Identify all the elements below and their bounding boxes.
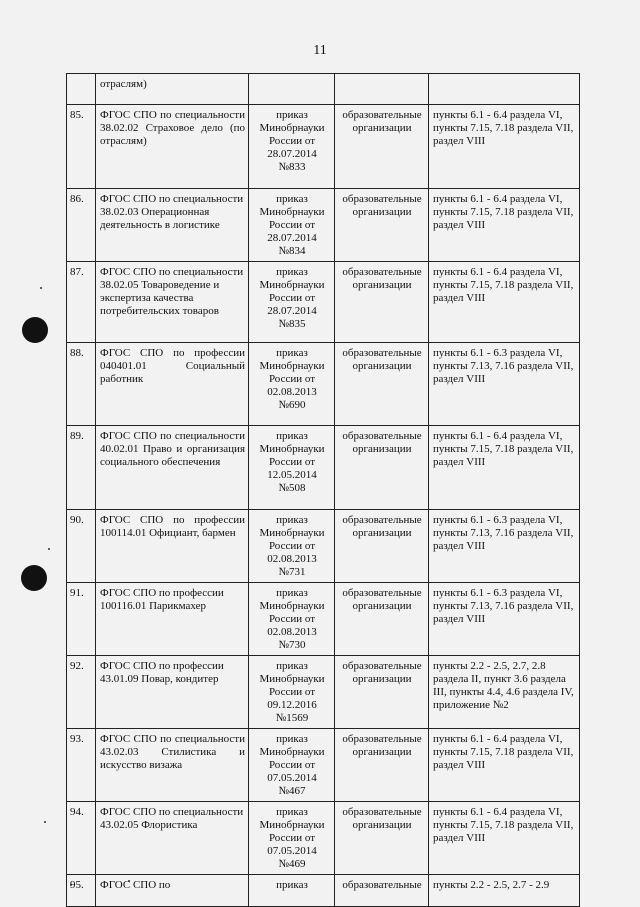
table-row	[67, 105, 580, 189]
standard-name: ФГОС СПО по специальности 43.02.05 Флористика	[96, 802, 249, 875]
standard-name: ФГОС СПО по профессии 43.01.09 Повар, кондитер	[96, 656, 249, 729]
requirements: пункты 6.1 - 6.4 раздела VI, пункты 7.15, 7.18 раздела VII, раздел VIII	[429, 729, 580, 802]
subject: образовательные организации	[335, 583, 429, 656]
subject: образовательные организации	[335, 105, 429, 189]
table-row	[67, 802, 580, 875]
requirements: пункты 6.1 - 6.3 раздела VI, пункты 7.13, 7.16 раздела VII, раздел VIII	[429, 343, 580, 426]
order-details: приказ Минобрнауки России от 28.07.2014 №833	[249, 105, 335, 189]
requirements: пункты 6.1 - 6.4 раздела VI, пункты 7.15, 7.18 раздела VII, раздел VIII	[429, 426, 580, 510]
order-details: приказ	[249, 875, 335, 907]
standard-name: ФГОС СПО по специальности 38.02.05 Товароведение и экспертиза качества потребительских товаров	[96, 262, 249, 343]
scan-speck	[44, 821, 46, 823]
row-number: 87.	[67, 262, 96, 343]
subject: образовательные	[335, 875, 429, 907]
table-row	[67, 426, 580, 510]
subject: образовательные организации	[335, 656, 429, 729]
subject: образовательные организации	[335, 343, 429, 426]
subject	[335, 74, 429, 105]
row-number: 89.	[67, 426, 96, 510]
row-number: 94.	[67, 802, 96, 875]
standard-name: отраслям)	[96, 74, 249, 105]
subject: образовательные организации	[335, 189, 429, 262]
order-details: приказ Минобрнауки России от 02.08.2013 №731	[249, 510, 335, 583]
document-table	[66, 73, 580, 907]
order-details: приказ Минобрнауки России от 02.08.2013 №690	[249, 343, 335, 426]
row-number: 85.	[67, 105, 96, 189]
standard-name: ФГОС СПО по специальности 40.02.01 Право и организация социального обеспечения	[96, 426, 249, 510]
requirements: пункты 6.1 - 6.4 раздела VI, пункты 7.15, 7.18 раздела VII, раздел VIII	[429, 262, 580, 343]
table-row	[67, 656, 580, 729]
table-row	[67, 262, 580, 343]
requirements: пункты 6.1 - 6.4 раздела VI, пункты 7.15, 7.18 раздела VII, раздел VIII	[429, 802, 580, 875]
order-details: приказ Минобрнауки России от 02.08.2013 №730	[249, 583, 335, 656]
table-row	[67, 189, 580, 262]
row-number: 86.	[67, 189, 96, 262]
subject: образовательные организации	[335, 729, 429, 802]
requirements: пункты 6.1 - 6.4 раздела VI, пункты 7.15, 7.18 раздела VII, раздел VIII	[429, 105, 580, 189]
hole-punch-mark-bottom	[21, 565, 47, 591]
table-body	[67, 74, 580, 907]
table-row	[67, 729, 580, 802]
row-number: 90.	[67, 510, 96, 583]
row-number: 93.	[67, 729, 96, 802]
standard-name: ФГОС СПО по профессии 040401.01 Социальный работник	[96, 343, 249, 426]
order-details: приказ Минобрнауки России от 07.05.2014 №469	[249, 802, 335, 875]
scan-speck	[48, 548, 50, 550]
requirements: пункты 6.1 - 6.3 раздела VI, пункты 7.13, 7.16 раздела VII, раздел VIII	[429, 583, 580, 656]
requirements: пункты 6.1 - 6.3 раздела VI, пункты 7.13, 7.16 раздела VII, раздел VIII	[429, 510, 580, 583]
order-details: приказ Минобрнауки России от 12.05.2014 №508	[249, 426, 335, 510]
subject: образовательные организации	[335, 262, 429, 343]
standard-name: ФГОС СПО по специальности 38.02.02 Страховое дело (по отраслям)	[96, 105, 249, 189]
subject: образовательные организации	[335, 510, 429, 583]
hole-punch-mark-top	[22, 317, 48, 343]
row-number: 92.	[67, 656, 96, 729]
order-details: приказ Минобрнауки России от 28.07.2014 №835	[249, 262, 335, 343]
standard-name: ФГОС СПО по	[96, 875, 249, 907]
table-row	[67, 343, 580, 426]
order-details: приказ Минобрнауки России от 07.05.2014 №467	[249, 729, 335, 802]
subject: образовательные организации	[335, 802, 429, 875]
requirements	[429, 74, 580, 105]
standard-name: ФГОС СПО по профессии 100116.01 Парикмахер	[96, 583, 249, 656]
requirements: пункты 2.2 - 2.5, 2.7, 2.8 раздела II, пункт 3.6 раздела III, пункты 4.4, 4.6 раздела IV, приложение №2	[429, 656, 580, 729]
order-details	[249, 74, 335, 105]
standard-name: ФГОС СПО по специальности 43.02.03 Стилистика и искусство визажа	[96, 729, 249, 802]
requirements: пункты 2.2 - 2.5, 2.7 - 2.9	[429, 875, 580, 907]
table-row	[67, 510, 580, 583]
requirements: пункты 6.1 - 6.4 раздела VI, пункты 7.15, 7.18 раздела VII, раздел VIII	[429, 189, 580, 262]
order-details: приказ Минобрнауки России от 09.12.2016 №1569	[249, 656, 335, 729]
row-number	[67, 74, 96, 105]
row-number: 88.	[67, 343, 96, 426]
scan-speck	[40, 287, 42, 289]
row-number: 91.	[67, 583, 96, 656]
page-number: 11	[313, 43, 327, 58]
standard-name: ФГОС СПО по профессии 100114.01 Официант, бармен	[96, 510, 249, 583]
order-details: приказ Минобрнауки России от 28.07.2014 №834	[249, 189, 335, 262]
table-row	[67, 583, 580, 656]
subject: образовательные организации	[335, 426, 429, 510]
table-row	[67, 875, 580, 907]
standard-name: ФГОС СПО по специальности 38.02.03 Операционная деятельность в логистике	[96, 189, 249, 262]
table-row	[67, 74, 580, 105]
row-number: 95.	[67, 875, 96, 907]
